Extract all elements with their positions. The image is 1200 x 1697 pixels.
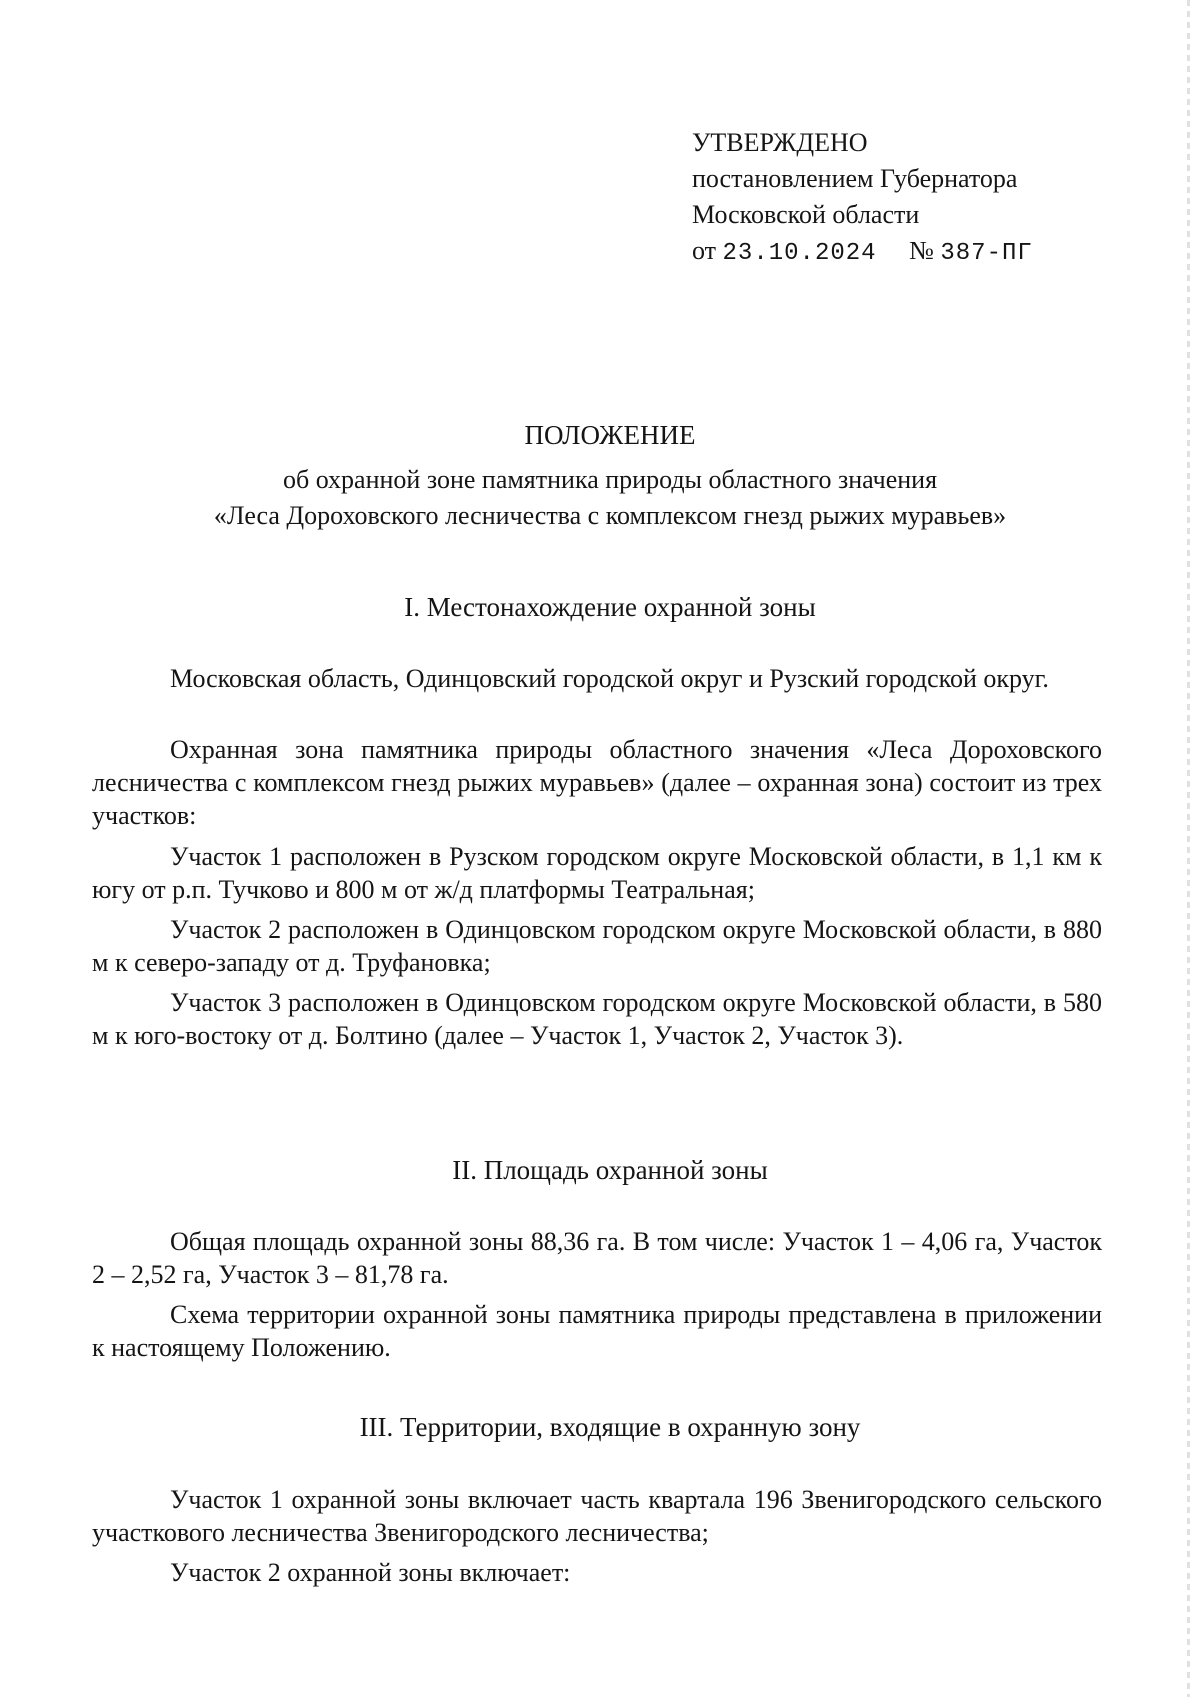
- section-1-paragraph-plot-3: Участок 3 расположен в Одинцовском городском округе Московской области, в 580 м к юго-востоку от д. Болтино (далее – Участок 1, Участок 2, Участок 3).: [92, 988, 1102, 1050]
- section-1-paragraph-composition: Охранная зона памятника природы областного значения «Леса Дороховского лесничества с комплексом гнезд рыжих муравьев» (далее – охранная зона) состоит из трех участков:: [92, 735, 1102, 830]
- approval-number: 387-ПГ: [940, 240, 1033, 267]
- approval-line-region: Московской области: [692, 200, 920, 229]
- document-subtitle: [60, 462, 1160, 534]
- approval-date-prefix: от: [692, 236, 717, 265]
- approval-date-line: [692, 233, 1033, 272]
- section-1-paragraph-plot-1: Участок 1 расположен в Рузском городском округе Московской области, в 1,1 км к югу от р.п. Тучково и 800 м от ж/д платформы Театральная;: [92, 842, 1102, 904]
- section-3-paragraph-plot-1: Участок 1 охранной зоны включает часть квартала 196 Звенигородского сельского участкового лесничества Звенигородского лесничества;: [92, 1485, 1102, 1547]
- section-1-heading: I. Местонахождение охранной зоны: [404, 592, 816, 622]
- section-1-paragraph-plot-2: Участок 2 расположен в Одинцовском городском округе Московской области, в 880 м к северо-западу от д. Труфановка;: [92, 915, 1102, 977]
- section-2-paragraph-scheme: Схема территории охранной зоны памятника природы представлена в приложении к настоящему Положению.: [92, 1300, 1102, 1362]
- section-1-paragraph-location: Московская область, Одинцовский городской округ и Рузский городской округ.: [170, 664, 1049, 693]
- document-title: ПОЛОЖЕНИЕ: [524, 420, 696, 450]
- approval-line-decree: постановлением Губернатора: [692, 164, 1018, 193]
- approval-stamp: [692, 125, 1033, 272]
- document-subtitle-line2: «Леса Дороховского лесничества с комплексом гнезд рыжих муравьев»: [213, 501, 1007, 530]
- section-2-heading: II. Площадь охранной зоны: [452, 1155, 768, 1185]
- scan-edge-shadow: [1187, 0, 1190, 1697]
- approval-title: УТВЕРЖДЕНО: [692, 128, 868, 157]
- approval-date: 23.10.2024: [722, 240, 877, 267]
- section-3-paragraph-plot-2: Участок 2 охранной зоны включает:: [170, 1558, 571, 1587]
- section-3-heading: III. Территории, входящие в охранную зону: [359, 1412, 861, 1442]
- section-2-paragraph-area: Общая площадь охранной зоны 88,36 га. В том числе: Участок 1 – 4,06 га, Участок 2 – 2,52 га, Участок 3 – 81,78 га.: [92, 1227, 1102, 1289]
- approval-number-sign: №: [909, 236, 934, 265]
- document-subtitle-line1: об охранной зоне памятника природы областного значения: [282, 465, 938, 494]
